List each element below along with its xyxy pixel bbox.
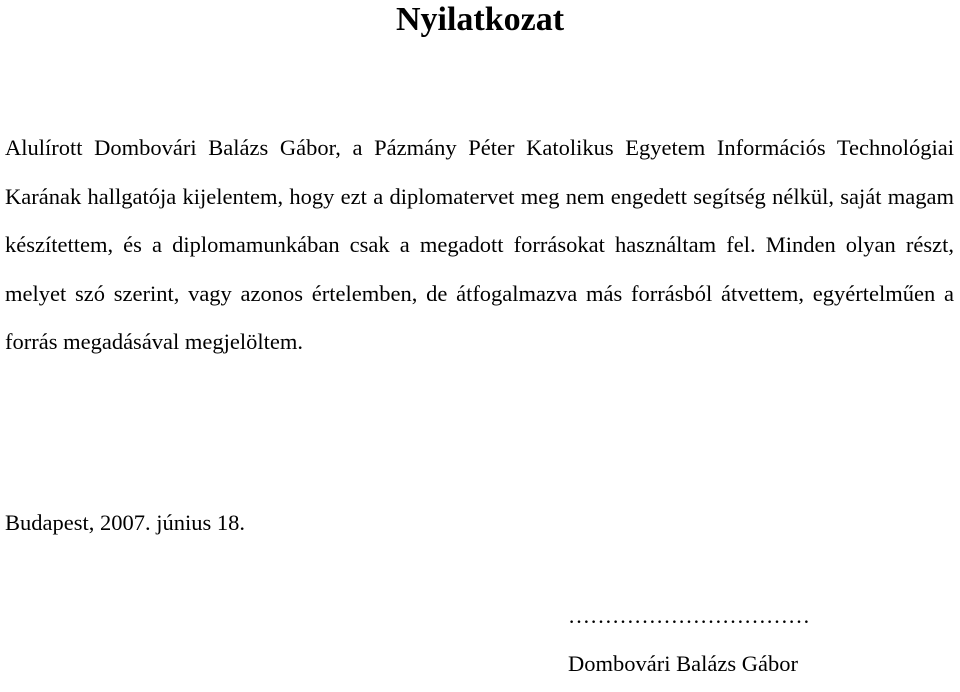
signature-block	[568, 596, 868, 692]
page-title: Nyilatkozat	[395, 1, 565, 38]
place-and-date: Budapest, 2007. június 18.	[5, 510, 245, 535]
signatory-name: Dombovári Balázs Gábor	[568, 651, 798, 676]
declaration-text: Alulírott Dombovári Balázs Gábor, a Pázmány Péter Katolikus Egyetem Információs Technológiai Karának hallgatója kijelentem, hogy ezt a diplomatervet meg nem engedett segítség nélkül, saját magam készítettem, és a diplomamunkában csak a megadott forrásokat használtam fel. Minden olyan részt, melyet szó szerint, vagy azonos értelemben, de átfogalmazva más forrásból átvettem, egyértelműen a forrás megadásával megjelöltem.	[5, 135, 954, 355]
signature-line: ……………………………	[568, 603, 810, 628]
